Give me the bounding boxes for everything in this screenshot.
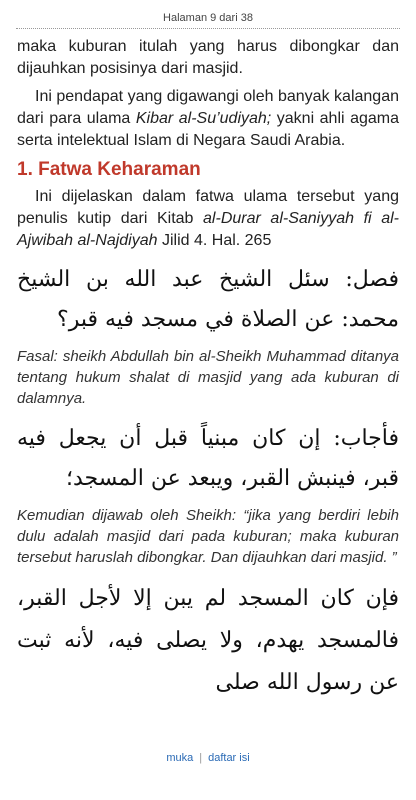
paragraph-text: yakni ahli agama serta intelektual Islam di Negara Saudi Arabia. xyxy=(17,110,400,149)
table-of-contents-link[interactable]: daftar isi xyxy=(208,752,250,764)
paragraph: maka kuburan itulah yang harus dibongkar dan dijauhkan posisinya dari masjid. xyxy=(17,38,399,77)
page-footer xyxy=(0,752,416,764)
paragraph-text: Jilid 4. Hal. 265 xyxy=(157,232,272,249)
home-link[interactable]: muka xyxy=(166,752,194,764)
arabic-quote: فإن كان المسجد لم يبن إلا لأجل القبر، فالمسجد يهدم، ولا يصلى فيه، لأنه ثبت عن رسول الله صلى xyxy=(17,586,399,695)
paragraph xyxy=(17,186,399,252)
footer-separator: | xyxy=(199,752,203,764)
book-title: al-Durar al-Saniyyah fi al-Ajwibah al-Najdiyah xyxy=(17,210,399,249)
arabic-quote: فصل: سئل الشيخ عبد الله بن الشيخ محمد: عن الصلاة في مسجد فيه قبر؟ xyxy=(17,267,399,332)
italic-term: Kibar al-Su’udiyah; xyxy=(135,110,272,127)
arabic-quote: فأجاب: إن كان مبنياً قبل أن يجعل فيه قبر، فينبش القبر، ويبعد عن المسجد؛ xyxy=(17,426,399,491)
page-header xyxy=(16,12,400,29)
paragraph-text: Ini dijelaskan dalam fatwa ulama tersebut yang penulis kutip dari Kitab xyxy=(17,188,399,227)
paragraph xyxy=(17,86,399,152)
translation: Kemudian dijawab oleh Sheikh: “jika yang berdiri lebih dulu adalah masjid dari pada kuburan; maka kuburan tersebut haruslah dibongkar. Dan dijauhkan dari masjid. ” xyxy=(17,507,399,566)
section-heading: 1. Fatwa Keharaman xyxy=(17,159,201,180)
document-content xyxy=(17,36,399,704)
page-number-label: Halaman 9 dari 38 xyxy=(163,12,253,24)
paragraph-text: Ini pendapat yang digawangi oleh banyak kalangan dari para ulama xyxy=(17,88,399,127)
translation: Fasal: sheikh Abdullah bin al-Sheikh Muhammad ditanya tentang hukum shalat di masjid yang ada kuburan di dalamnya. xyxy=(17,348,399,407)
